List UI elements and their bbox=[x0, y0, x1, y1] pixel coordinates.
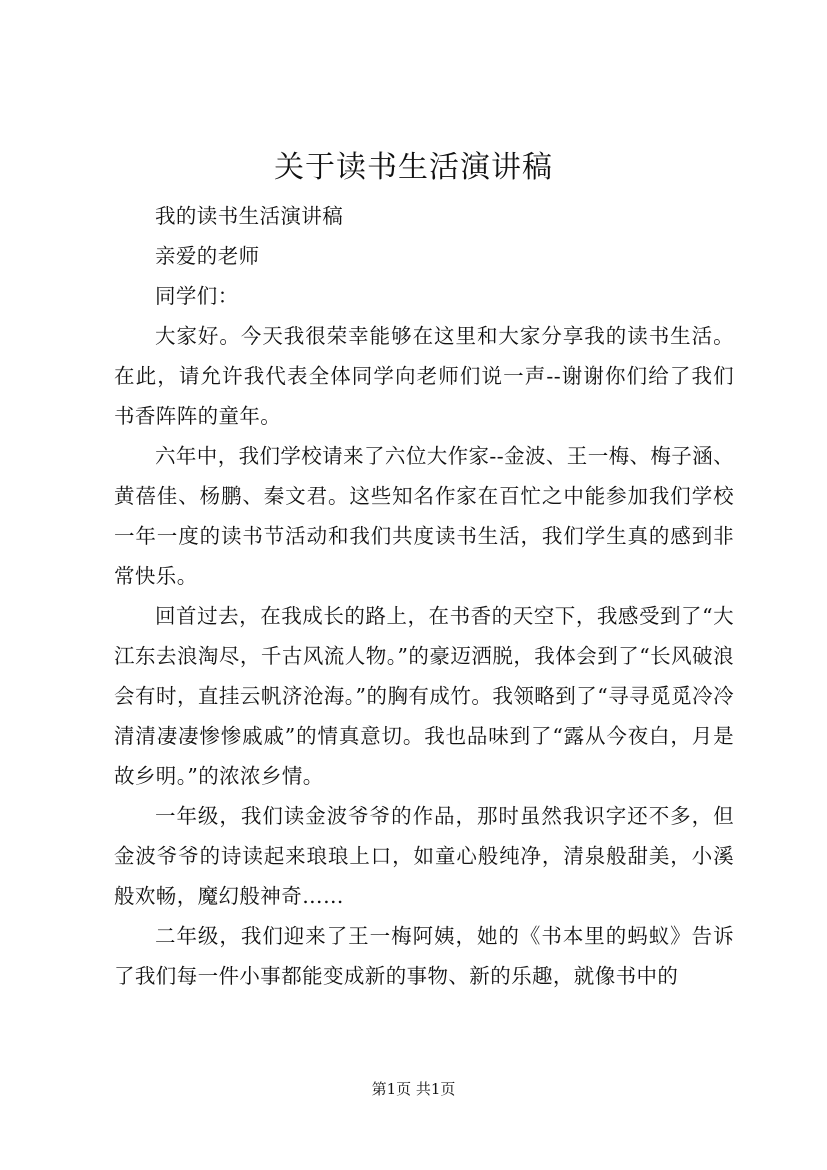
document-title: 关于读书生活演讲稿 bbox=[274, 150, 553, 185]
paragraph-1: 我的读书生活演讲稿 bbox=[155, 204, 344, 228]
paragraph-7: 一年级，我们读金波爷爷的作品，那时虽然我识字还不多，但金波爷爷的诗读起来琅琅上口，如童心般纯净，清泉般甜美，小溪般欢畅，魔幻般神奇…… bbox=[114, 804, 734, 908]
document-body bbox=[114, 196, 734, 996]
page-number-label: 第1页 共1页 bbox=[371, 1080, 456, 1098]
paragraph-3: 同学们： bbox=[155, 284, 239, 308]
paragraph-2: 亲爱的老师 bbox=[155, 244, 260, 268]
page-footer bbox=[0, 1078, 827, 1100]
paragraph-4: 大家好。今天我很荣幸能够在这里和大家分享我的读书生活。在此，请允许我代表全体同学向老师们说一声--谢谢你们给了我们书香阵阵的童年。 bbox=[114, 324, 734, 428]
paragraph-5: 六年中，我们学校请来了六位大作家--金波、王一梅、梅子涵、黄蓓佳、杨鹏、秦文君。这些知名作家在百忙之中能参加我们学校一年一度的读书节活动和我们共度读书生活，我们学生真的感到非常快乐。 bbox=[114, 444, 734, 588]
paragraph-6: 回首过去，在我成长的路上，在书香的天空下，我感受到了“大江东去浪淘尽，千古风流人物。”的豪迈洒脱，我体会到了“长风破浪会有时，直挂云帆济沧海。”的胸有成竹。我领略到了“寻寻觅觅冷冷清清凄凄惨惨戚戚”的情真意切。我也品味到了“露从今夜白，月是故乡明。”的浓浓乡情。 bbox=[114, 604, 734, 788]
paragraph-8: 二年级，我们迎来了王一梅阿姨，她的《书本里的蚂蚁》告诉了我们每一件小事都能变成新的事物、新的乐趣，就像书中的 bbox=[114, 924, 734, 988]
